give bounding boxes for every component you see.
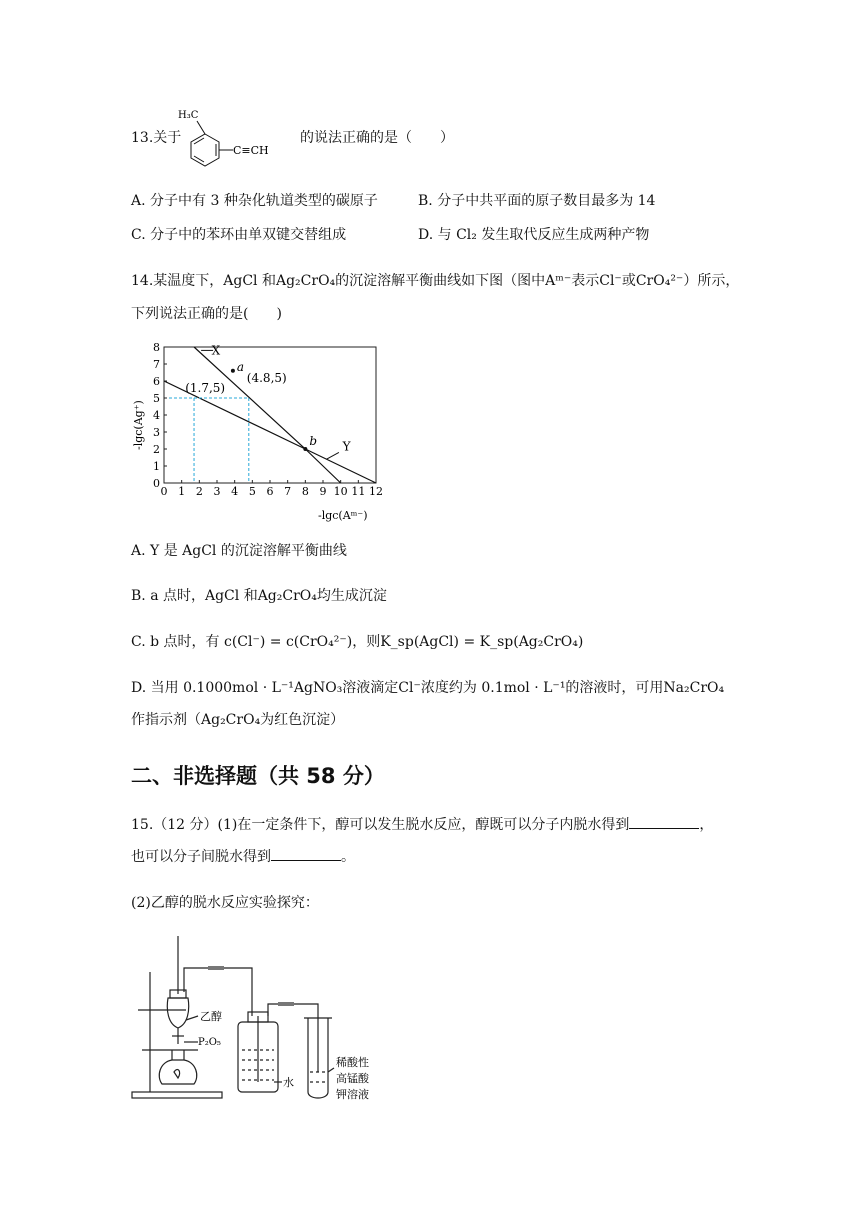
alkyne-label: C≡CH (233, 144, 269, 157)
series-label-y: Y (342, 439, 351, 454)
delivery-tube-1 (184, 968, 252, 1016)
q14-option-a: A. Y 是 AgCl 的沉淀溶解平衡曲线 (131, 543, 347, 559)
point-label-a: a (236, 359, 245, 374)
point-label-b: b (309, 434, 318, 448)
ethanol-label: 乙醇 (200, 1010, 222, 1023)
flame (174, 1070, 180, 1078)
y-tick-label: 5 (153, 392, 160, 405)
y-tick-label: 7 (153, 358, 160, 371)
apparatus-diagram (128, 932, 388, 1104)
series-line-y (164, 381, 376, 483)
y-tick-label: 6 (153, 375, 160, 388)
q14-option-b: B. a 点时，AgCl 和Ag₂CrO₄均生成沉淀 (131, 588, 387, 604)
y-tick-label: 8 (153, 341, 160, 354)
x-tick-label: 1 (178, 485, 186, 498)
q13-option-b: B. 分子中共平面的原子数目最多为 14 (418, 193, 656, 209)
y-tick-label: 0 (153, 477, 160, 490)
q15-line2 (131, 846, 355, 867)
x-tick-label: 9 (319, 485, 327, 498)
series-line-x (194, 347, 341, 483)
chart-y-axis-label: -lgc(Ag⁺) (132, 400, 145, 450)
stand-base (132, 1092, 222, 1098)
dropping-funnel (167, 998, 188, 1028)
p2o5-label: P₂O₅ (198, 1037, 221, 1048)
q13-option-c: C. 分子中的苯环由单双键交替组成 (131, 227, 347, 243)
series-label-x: X (211, 343, 221, 358)
annotation-4-8-5: (4.8,5) (246, 370, 287, 385)
q14-option-d-line1: D. 当用 0.1000mol · L⁻¹AgNO₃溶液滴定Cl⁻浓度约为 0.1mol · L⁻¹的溶液时，可用Na₂CrO₄ (131, 680, 725, 696)
point-b (303, 447, 307, 451)
q15-line1-text: 15.（12 分）(1)在一定条件下，醇可以发生脱水反应，醇既可以分子内脱水得到 (131, 817, 630, 833)
kmno4-label-2: 高锰酸 (336, 1072, 369, 1085)
x-tick-label: 2 (195, 485, 203, 498)
y-tick-label: 4 (153, 409, 160, 422)
y-tick-label: 3 (153, 426, 160, 439)
x-tick-label: 5 (248, 485, 256, 498)
reaction-flask (159, 1060, 197, 1084)
q15-line2-end: 。 (341, 849, 355, 865)
q13-option-d: D. 与 Cl₂ 发生取代反应生成两种产物 (418, 227, 650, 243)
q15-line1-end: ， (699, 817, 714, 833)
section-title: 二、非选择题（共 58 分） (131, 764, 385, 788)
series-label-y-leader (327, 452, 339, 459)
x-tick-label: 12 (369, 485, 383, 498)
answer-blank-2[interactable] (271, 846, 341, 861)
q13-prefix: 13.关于 (131, 130, 182, 146)
methyl-label: H₃C (178, 110, 199, 121)
kmno4-label-3: 钾溶液 (336, 1088, 369, 1101)
x-tick-label: 3 (213, 485, 221, 498)
q15-line2-text: 也可以分子间脱水得到 (131, 849, 271, 865)
q13-suffix: 的说法正确的是（ ） (300, 130, 454, 146)
kmno4-label-1: 稀酸性 (336, 1056, 369, 1069)
x-tick-label: 10 (333, 485, 348, 498)
x-tick-label: 6 (266, 485, 274, 498)
chart-x-axis-label: -lgc(Aᵐ⁻) (318, 509, 368, 522)
x-tick-label: 11 (351, 485, 366, 498)
delivery-tube-2 (268, 1004, 318, 1072)
q15-line1 (131, 814, 713, 835)
q13-option-a: A. 分子中有 3 种杂化轨道类型的碳原子 (131, 193, 378, 209)
y-tick-label: 2 (153, 443, 160, 456)
q14-stem-line1: 14.某温度下，AgCl 和Ag₂CrO₄的沉淀溶解平衡曲线如下图（图中Aᵐ⁻表示Cl⁻或CrO₄²⁻）所示， (131, 273, 740, 289)
point-a (231, 369, 235, 373)
x-tick-label: 0 (160, 485, 168, 498)
y-tick-label: 1 (153, 460, 160, 473)
q14-stem-line2: 下列说法正确的是( ) (131, 306, 282, 322)
solubility-chart (128, 338, 393, 523)
structure-diagram (175, 104, 300, 174)
x-tick-label: 8 (301, 485, 309, 498)
answer-blank-1[interactable] (629, 814, 699, 829)
plot-frame (164, 347, 376, 483)
water-label: 水 (283, 1076, 294, 1089)
q14-option-c: C. b 点时，有 c(Cl⁻) = c(CrO₄²⁻)，则K_sp(AgCl) = K_sp(Ag₂CrO₄) (131, 634, 584, 650)
x-tick-label: 4 (231, 485, 239, 498)
annotation-1-7-5: (1.7,5) (185, 381, 226, 395)
q14-option-d-line2: 作指示剂（Ag₂CrO₄为红色沉淀） (131, 712, 345, 728)
q15-part2: (2)乙醇的脱水反应实验探究： (131, 895, 319, 911)
x-tick-label: 7 (284, 485, 292, 498)
